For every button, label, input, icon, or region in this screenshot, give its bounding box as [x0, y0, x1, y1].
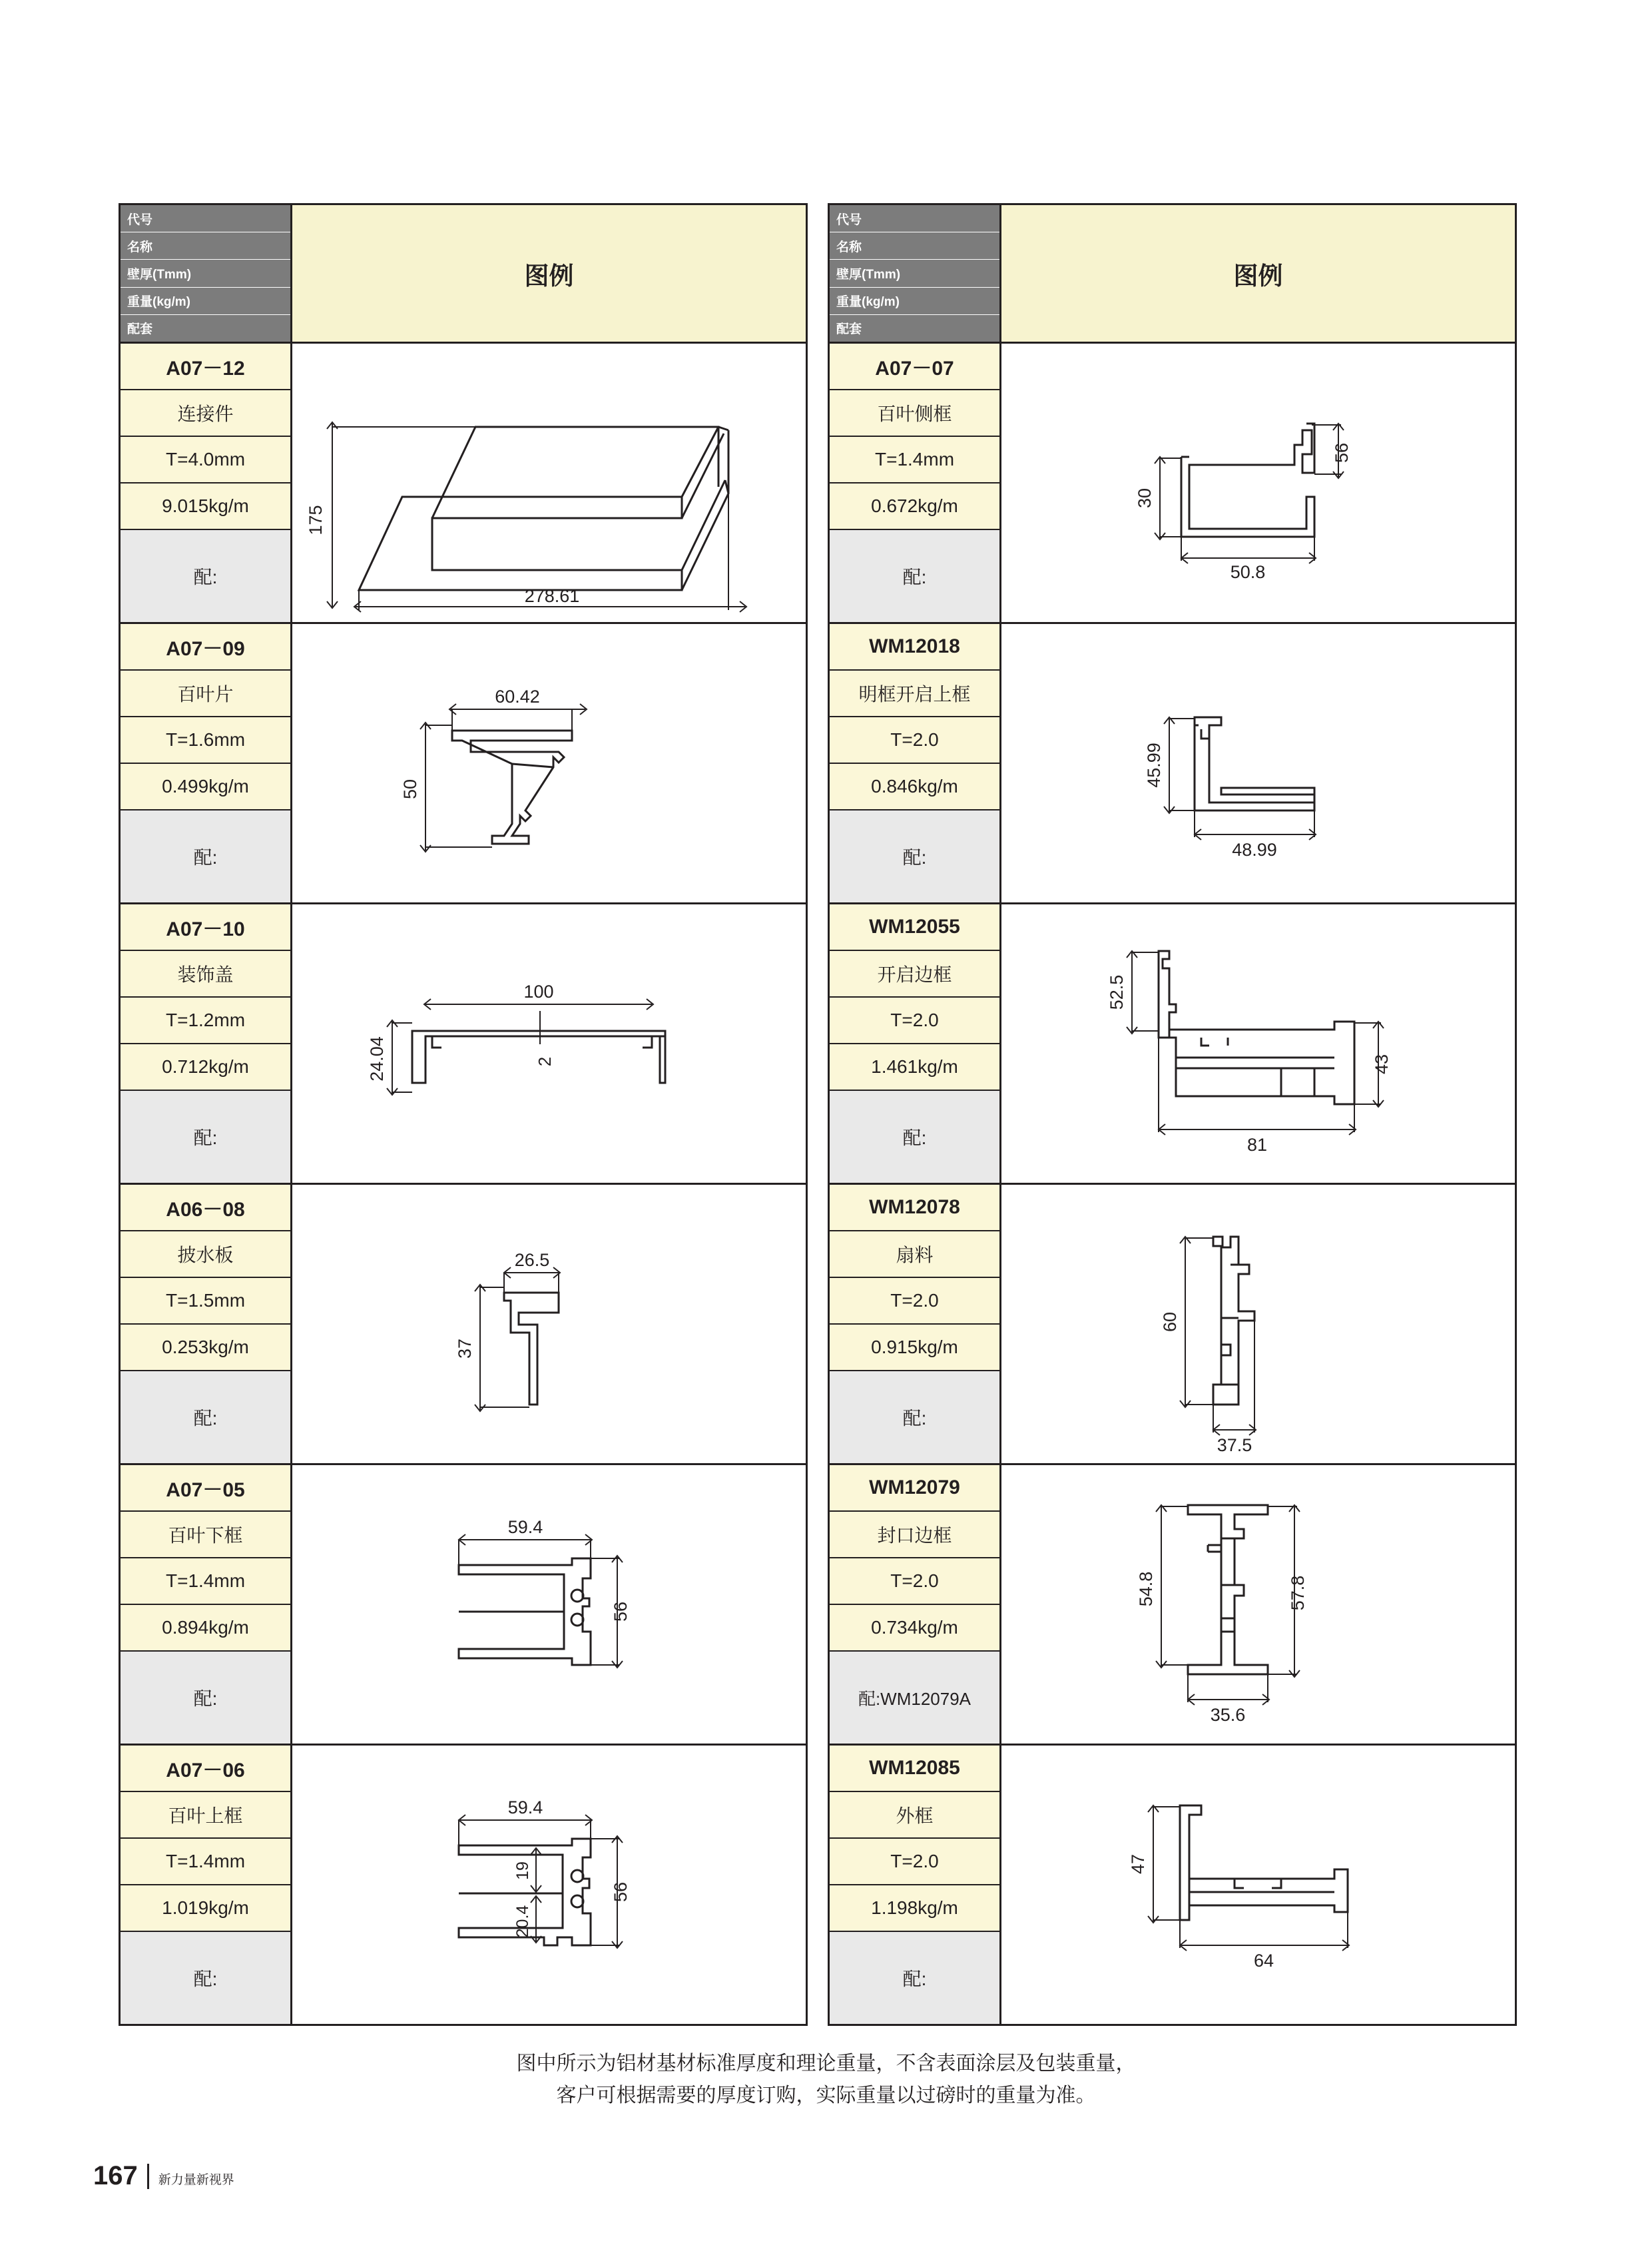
dim-height: 60 — [1160, 1311, 1180, 1333]
dim-height-3: 20.4 — [513, 1905, 532, 1938]
dim-width: 26.5 — [514, 1250, 550, 1270]
page-footer — [93, 2161, 234, 2191]
dim-height: 56 — [611, 1601, 631, 1622]
header-key-list — [830, 205, 1001, 342]
footer-brand: 新力量新视界 — [158, 2173, 234, 2187]
dim-height-2: 19 — [513, 1861, 532, 1880]
dim-width: 100 — [523, 982, 554, 1002]
profile-thickness: T=1.2mm — [121, 998, 290, 1044]
profile-drawing — [292, 1465, 806, 1744]
profile-weight: 9.015kg/m — [121, 483, 290, 530]
table-column-right — [828, 203, 1517, 2026]
profile-code: A07－07 — [830, 344, 999, 390]
dim-height: 56 — [1332, 442, 1352, 464]
profile-mate: 配: — [830, 530, 999, 622]
profile-drawing — [292, 1185, 806, 1463]
row-specs — [830, 1185, 1001, 1463]
profile-thickness: T=1.4mm — [830, 437, 999, 483]
dim-height-2: 30 — [1135, 487, 1155, 509]
header-legend-label: 图例 — [1001, 205, 1515, 342]
profile-mate: 配:WM12079A — [830, 1652, 999, 1744]
header-key-mate: 配套 — [121, 315, 290, 342]
profile-drawing — [1001, 1185, 1515, 1463]
table-row — [121, 624, 806, 904]
dim-width: 59.4 — [507, 1797, 543, 1817]
dim-height: 175 — [306, 505, 326, 535]
dim-height: 47 — [1128, 1853, 1148, 1875]
profile-code: WM12055 — [830, 904, 999, 951]
table-row — [121, 1185, 806, 1465]
row-specs — [830, 1746, 1001, 2024]
profile-code: WM12018 — [830, 624, 999, 671]
profile-thickness: T=4.0mm — [121, 437, 290, 483]
profile-mate: 配: — [121, 530, 290, 622]
profile-name: 连接件 — [121, 390, 290, 437]
table-row — [830, 1465, 1515, 1746]
profile-thickness: T=1.4mm — [121, 1558, 290, 1605]
row-specs — [121, 1465, 292, 1744]
header-key-name: 名称 — [121, 232, 290, 260]
dim-height: 56 — [611, 1881, 631, 1903]
profile-drawing — [1001, 1465, 1515, 1744]
profile-drawing — [292, 1746, 806, 2024]
dim-height: 50 — [400, 779, 420, 800]
profile-mate: 配: — [121, 810, 290, 902]
profile-weight: 0.846kg/m — [830, 764, 999, 810]
table-column-left — [119, 203, 808, 2026]
profile-thickness: T=2.0 — [830, 1839, 999, 1885]
profile-weight: 0.712kg/m — [121, 1044, 290, 1091]
dim-width: 35.6 — [1210, 1705, 1246, 1725]
profile-code: A07－09 — [121, 624, 290, 671]
row-specs — [121, 1746, 292, 2024]
dim-width: 278.61 — [524, 586, 580, 606]
header-key-thickness: 壁厚(Tmm) — [121, 260, 290, 287]
profile-code: WM12085 — [830, 1746, 999, 1792]
row-specs — [830, 1465, 1001, 1744]
profile-drawing — [292, 344, 806, 622]
profile-name: 百叶片 — [121, 671, 290, 717]
profile-name: 披水板 — [121, 1231, 290, 1278]
profile-drawing — [1001, 624, 1515, 902]
row-specs — [830, 904, 1001, 1183]
table-row — [830, 624, 1515, 904]
profile-weight: 0.672kg/m — [830, 483, 999, 530]
dim-width: 48.99 — [1232, 840, 1277, 860]
profile-weight: 0.499kg/m — [121, 764, 290, 810]
profile-weight: 1.019kg/m — [121, 1885, 290, 1932]
dim-width: 59.4 — [507, 1517, 543, 1537]
profile-weight: 0.894kg/m — [121, 1605, 290, 1652]
profile-mate: 配: — [830, 1091, 999, 1183]
profile-name: 百叶下框 — [121, 1512, 290, 1558]
table-row — [830, 1746, 1515, 2024]
profile-code: WM12078 — [830, 1185, 999, 1231]
dim-height-2: 57.8 — [1288, 1575, 1308, 1611]
profile-name: 装饰盖 — [121, 951, 290, 998]
profile-weight: 1.198kg/m — [830, 1885, 999, 1932]
dim-inner: 2 — [535, 1056, 555, 1067]
profile-drawing — [1001, 344, 1515, 622]
dim-height-2: 43 — [1372, 1054, 1392, 1075]
profile-weight: 1.461kg/m — [830, 1044, 999, 1091]
footnote-line-1: 图中所示为铝材基材标准厚度和理论重量，不含表面涂层及包装重量， — [516, 2053, 1136, 2075]
header-key-code: 代号 — [830, 205, 999, 232]
profile-thickness: T=2.0 — [830, 1558, 999, 1605]
row-specs — [121, 904, 292, 1183]
dim-height: 45.99 — [1144, 743, 1164, 788]
table-row — [121, 1465, 806, 1746]
table-row — [121, 344, 806, 624]
profile-name: 封口边框 — [830, 1512, 999, 1558]
footnote-line-2: 客户可根据需要的厚度订购，实际重量以过磅时的重量为准。 — [556, 2084, 1096, 2106]
profile-code: WM12079 — [830, 1465, 999, 1512]
dim-width: 37.5 — [1217, 1435, 1252, 1455]
header-key-weight: 重量(kg/m) — [121, 288, 290, 315]
profile-mate: 配: — [121, 1371, 290, 1463]
profile-mate: 配: — [121, 1091, 290, 1183]
column-header — [121, 205, 806, 344]
dim-width: 60.42 — [495, 687, 540, 707]
dim-width: 64 — [1253, 1951, 1274, 1971]
footnote — [0, 2048, 1652, 2112]
dim-height: 24.04 — [367, 1036, 387, 1082]
footer-divider — [147, 2164, 149, 2189]
profile-mate: 配: — [830, 1371, 999, 1463]
profile-mate: 配: — [121, 1652, 290, 1744]
table-row — [830, 904, 1515, 1185]
dim-width: 81 — [1246, 1135, 1268, 1155]
table-row — [121, 904, 806, 1185]
profile-drawing — [1001, 1746, 1515, 2024]
profile-thickness: T=2.0 — [830, 717, 999, 764]
profile-name: 百叶侧框 — [830, 390, 999, 437]
profile-drawing — [292, 904, 806, 1183]
profile-mate: 配: — [121, 1932, 290, 2024]
header-key-name: 名称 — [830, 232, 999, 260]
dim-width: 50.8 — [1230, 562, 1266, 582]
profile-code: A07－05 — [121, 1465, 290, 1512]
profile-mate: 配: — [830, 810, 999, 902]
row-specs — [121, 344, 292, 622]
header-key-code: 代号 — [121, 205, 290, 232]
dim-height: 37 — [455, 1338, 475, 1359]
profile-weight: 0.734kg/m — [830, 1605, 999, 1652]
profile-thickness: T=1.4mm — [121, 1839, 290, 1885]
header-legend-label: 图例 — [292, 205, 806, 342]
profile-code: A07－10 — [121, 904, 290, 951]
column-header — [830, 205, 1515, 344]
header-key-list — [121, 205, 292, 342]
table-row — [830, 1185, 1515, 1465]
profile-thickness: T=1.5mm — [121, 1278, 290, 1325]
profile-weight: 0.915kg/m — [830, 1325, 999, 1371]
profile-name: 明框开启上框 — [830, 671, 999, 717]
table-row — [830, 344, 1515, 624]
row-specs — [830, 344, 1001, 622]
profile-drawing — [1001, 904, 1515, 1183]
page-number: 167 — [93, 2161, 138, 2190]
row-specs — [830, 624, 1001, 902]
dim-height: 54.8 — [1136, 1571, 1156, 1607]
profile-weight: 0.253kg/m — [121, 1325, 290, 1371]
profile-code: A07－06 — [121, 1746, 290, 1792]
header-key-weight: 重量(kg/m) — [830, 288, 999, 315]
dim-height: 52.5 — [1107, 974, 1127, 1010]
profile-name: 开启边框 — [830, 951, 999, 998]
profile-name: 外框 — [830, 1792, 999, 1839]
header-key-mate: 配套 — [830, 315, 999, 342]
profile-thickness: T=1.6mm — [121, 717, 290, 764]
table-row — [121, 1746, 806, 2024]
profile-thickness: T=2.0 — [830, 998, 999, 1044]
profile-mate: 配: — [830, 1932, 999, 2024]
row-specs — [121, 624, 292, 902]
profile-thickness: T=2.0 — [830, 1278, 999, 1325]
header-key-thickness: 壁厚(Tmm) — [830, 260, 999, 287]
profile-drawing — [292, 624, 806, 902]
profile-name: 百叶上框 — [121, 1792, 290, 1839]
profile-code: A07－12 — [121, 344, 290, 390]
profile-code: A06－08 — [121, 1185, 290, 1231]
profile-table — [119, 203, 1537, 2026]
profile-name: 扇料 — [830, 1231, 999, 1278]
row-specs — [121, 1185, 292, 1463]
